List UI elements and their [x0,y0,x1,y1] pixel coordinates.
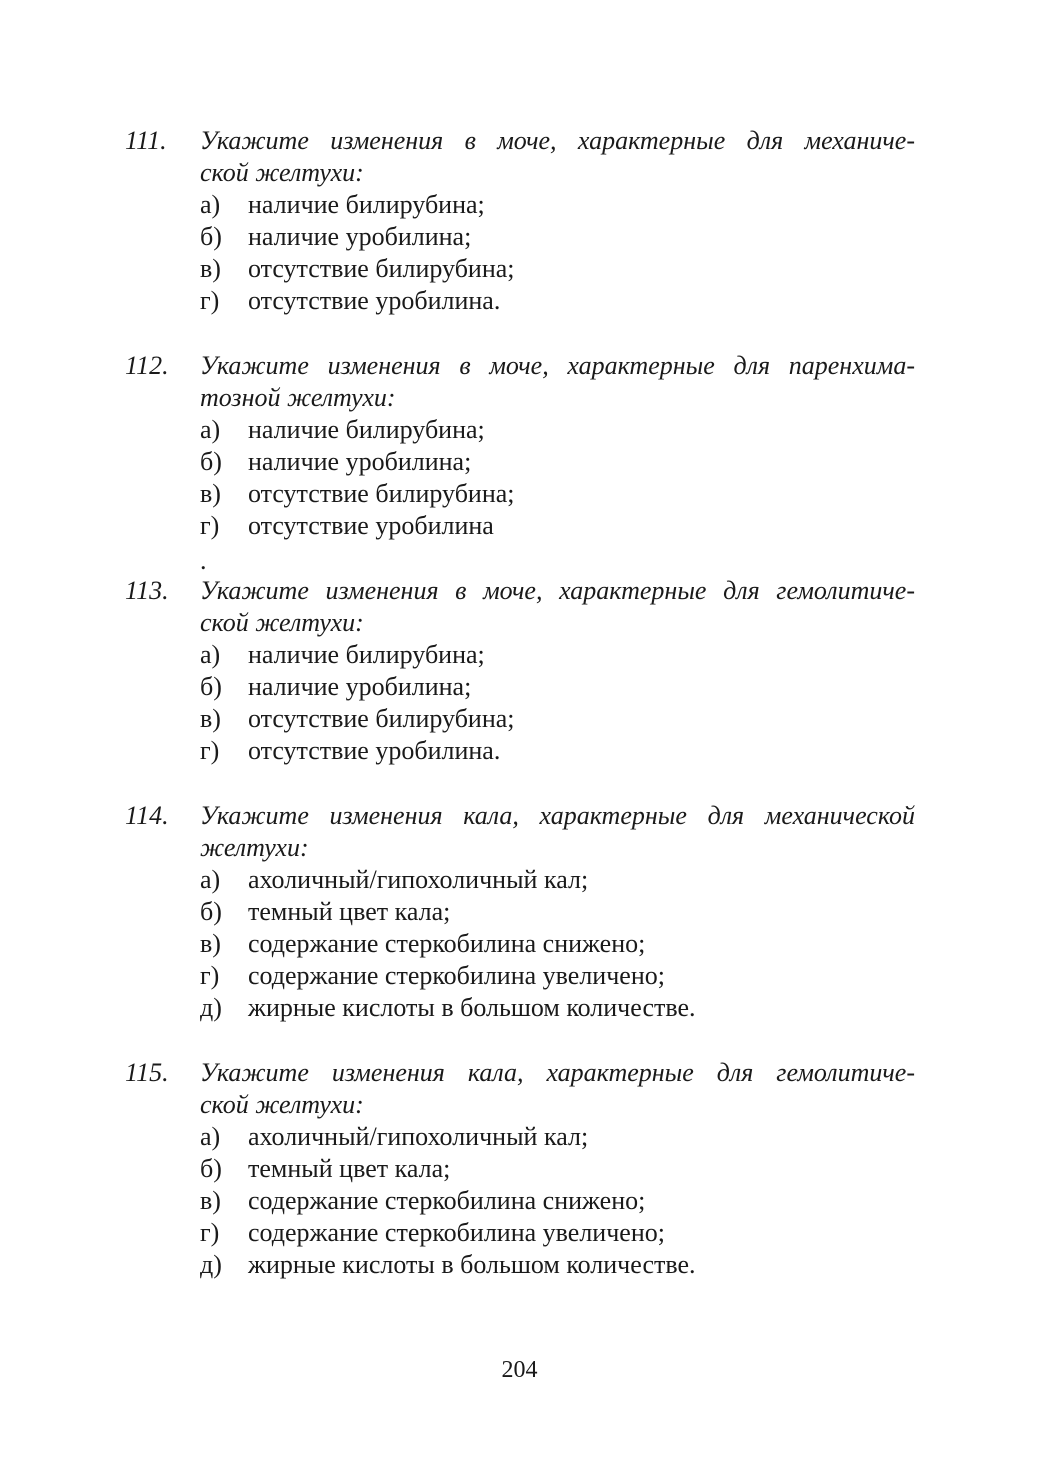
option-b [200,896,915,928]
option-text: отсутствие уробилина. [248,736,501,765]
question-text [200,1057,915,1121]
question-111 [125,125,915,317]
options-list [200,189,915,317]
option-letter: б) [200,1154,222,1183]
option-text: наличие уробилина; [248,672,472,701]
question-header [125,575,915,639]
question-number: 115. [125,1058,169,1087]
option-b [200,446,915,478]
option-a [200,639,915,671]
options-list [200,639,915,767]
question-number: 112. [125,351,169,380]
option-letter: а) [200,415,221,444]
options-list [200,864,915,1024]
option-letter: г) [200,736,220,765]
question-115 [125,1057,915,1281]
option-b [200,221,915,253]
option-a [200,1121,915,1153]
option-v [200,253,915,285]
question-text-line: Укажите изменения кала, характерные для механической [200,801,915,830]
option-letter: в) [200,479,221,508]
option-letter: б) [200,672,222,701]
question-text-line: желтухи: [200,833,309,862]
question-number: 111. [125,126,167,155]
option-text: содержание стеркобилина увеличено; [248,961,665,990]
options-list [200,1121,915,1281]
question-text-line: Укажите изменения в моче, характерные для гемолитиче- [200,576,915,605]
option-text: наличие уробилина; [248,222,472,251]
option-text: отсутствие уробилина. [248,286,501,315]
option-v [200,928,915,960]
option-text: темный цвет кала; [248,897,451,926]
question-114 [125,800,915,1024]
option-text: жирные кислоты в большом количестве. [248,993,696,1022]
question-header [125,1057,915,1121]
option-text: ахоличный/гипохоличный кал; [248,865,589,894]
option-letter: в) [200,929,221,958]
option-g [200,285,915,317]
option-a [200,864,915,896]
option-letter: а) [200,865,221,894]
option-d [200,992,915,1024]
question-header [125,350,915,414]
question-header [125,125,915,189]
question-text [200,575,915,639]
option-letter: б) [200,222,222,251]
option-letter: а) [200,1122,221,1151]
option-letter: в) [200,254,221,283]
question-text [200,125,915,189]
option-g [200,960,915,992]
options-list [200,414,915,542]
option-letter: б) [200,447,222,476]
option-text: отсутствие билирубина; [248,704,515,733]
option-letter: в) [200,704,221,733]
option-letter: г) [200,511,220,540]
option-b [200,1153,915,1185]
question-text-line: ской желтухи: [200,608,364,637]
option-text: жирные кислоты в большом количестве. [248,1250,696,1279]
option-d [200,1249,915,1281]
option-letter: д) [200,1250,222,1279]
question-text-line: Укажите изменения в моче, характерные для механиче- [200,126,915,155]
option-letter: г) [200,286,220,315]
option-g [200,735,915,767]
option-letter: д) [200,993,222,1022]
option-g [200,1217,915,1249]
question-112 [125,350,915,542]
option-letter: г) [200,1218,220,1247]
option-a [200,414,915,446]
question-113 [125,575,915,767]
option-text: темный цвет кала; [248,1154,451,1183]
question-number: 114. [125,801,169,830]
option-letter: а) [200,190,221,219]
stray-period: . [200,546,207,575]
option-text: содержание стеркобилина снижено; [248,1186,646,1215]
option-text: содержание стеркобилина снижено; [248,929,646,958]
option-text: наличие билирубина; [248,415,485,444]
option-text: отсутствие билирубина; [248,254,515,283]
option-a [200,189,915,221]
question-text-line: Укажите изменения в моче, характерные для паренхима- [200,351,915,380]
option-b [200,671,915,703]
page-number: 204 [501,1357,538,1383]
option-text: ахоличный/гипохоличный кал; [248,1122,589,1151]
option-text: содержание стеркобилина увеличено; [248,1218,665,1247]
option-v [200,703,915,735]
option-g [200,510,915,542]
question-text [200,800,915,864]
option-letter: б) [200,897,222,926]
option-text: отсутствие уробилина [248,511,494,540]
question-number: 113. [125,576,169,605]
option-letter: г) [200,961,220,990]
option-text: наличие билирубина; [248,190,485,219]
question-text-line: тозной желтухи: [200,383,396,412]
question-text-line: ской желтухи: [200,1090,364,1119]
question-text-line: ской желтухи: [200,158,364,187]
question-text-line: Укажите изменения кала, характерные для гемолитиче- [200,1058,915,1087]
option-v [200,478,915,510]
question-text [200,350,915,414]
option-text: наличие билирубина; [248,640,485,669]
option-letter: в) [200,1186,221,1215]
option-text: наличие уробилина; [248,447,472,476]
option-letter: а) [200,640,221,669]
option-text: отсутствие билирубина; [248,479,515,508]
option-v [200,1185,915,1217]
question-header [125,800,915,864]
